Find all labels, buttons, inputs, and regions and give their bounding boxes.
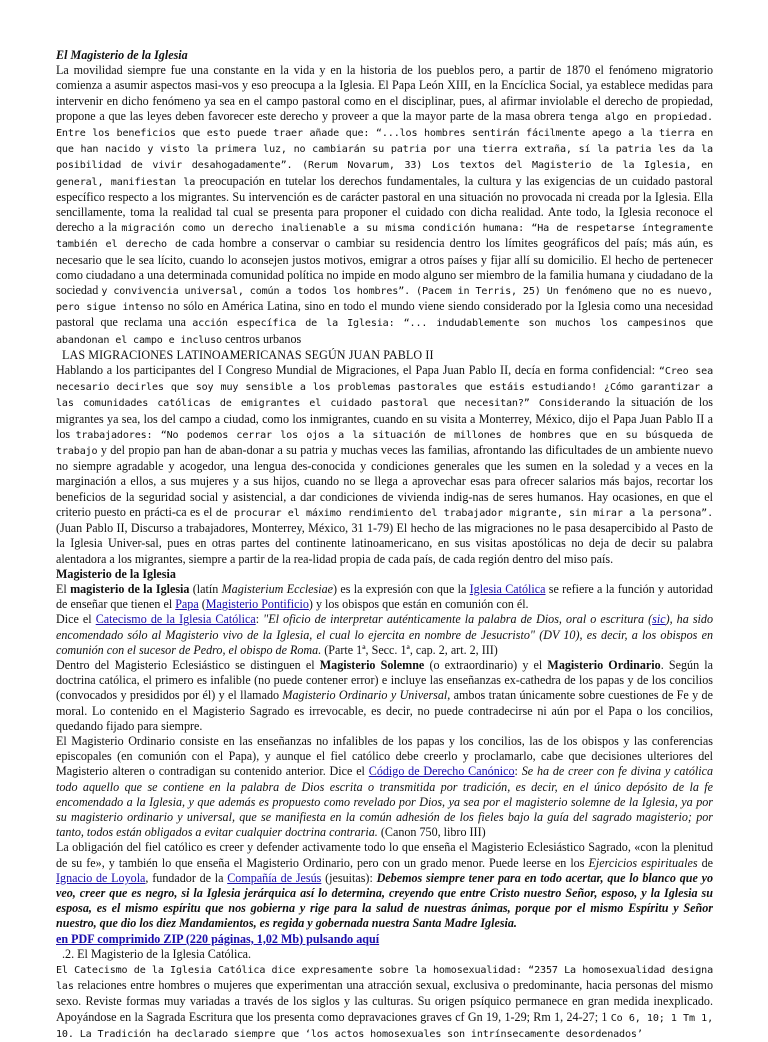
text-run: : bbox=[255, 612, 264, 627]
link-iglesia-catolica[interactable]: Iglesia Católica bbox=[469, 581, 546, 596]
link-compania-de-jesus[interactable]: Compañía de Jesús bbox=[227, 870, 322, 885]
link-codigo-derecho-canonico[interactable]: Código de Derecho Canónico bbox=[368, 764, 515, 779]
text-run: ) y los obispos que están en comunión con él. bbox=[308, 597, 529, 612]
download-line bbox=[56, 932, 713, 947]
section-heading-magisterio: El Magisterio de la Iglesia bbox=[56, 48, 188, 62]
text-run: (jesuitas): bbox=[321, 870, 377, 885]
text-run: y del propio pan han de aban-donar a su patria y muchas veces las familias, afrontando las dificultades de un ambiente nuevo no siempre agradable y acogedor, una lengua des-conocida y condiciones generales que les sumen en la soledad y a veces en la marginación a ellos, a sus mujeres y a sus hijos, cuando no se llega a aprovechar esas para ofrecer salarios más bajos, recortar los beneficios de la seguridad social y asistencial, a dar condiciones de vivienda indig-nas de seres humanos. Hay ocasiones, en que el criterio puesto en prácti-ca es el bbox=[56, 443, 713, 519]
text-run: Magisterio Ordinario bbox=[547, 657, 661, 672]
text-run: , ambos tratan únicamente sobre cuestiones de Fe y de moral. Lo contenido en el Magisterio Sagrado es irrevocable, es decir, no puede contradecirse ni aún por el Papa o los concilios, quedando fijado para siempre. bbox=[56, 688, 713, 733]
link-magisterio-pontificio[interactable]: Magisterio Pontificio bbox=[205, 597, 309, 612]
text-run: (Parte 1ª, Secc. 1ª, cap. 2, art. 2, III) bbox=[321, 642, 498, 657]
text-run: ), ha sido encomendado sólo al Magisterio vivo de la Iglesia, el cual lo ejercita en nombre de Jesucristo" (DV 10), es decir, a los obispos en comunión con el sucesor de Pedro, el obispo de Roma. bbox=[56, 612, 714, 657]
paragraph-definicion bbox=[56, 582, 713, 612]
text-run: de procurar el máximo rendimiento del trabajador migrante, sin mirar a la persona”. bbox=[215, 507, 713, 519]
text-run: trabajadores: “No podemos cerrar los ojos a la situación de millones de hombres que en su búsqueda de trabajo bbox=[56, 429, 714, 458]
text-run: Magisterio Solemne bbox=[319, 657, 425, 672]
text-run: , fundador de la bbox=[145, 870, 228, 885]
text-run: El Magisterio Ordinario consiste en las enseñanzas no infalibles de los papas y los concilios, las de los obispos y las conferencias episcopales (en comunión con el Papa), y aunque el fiel católico debe creerlo y proclamarlo, cabe que decisiones ulteriores del Magisterio alteren o contradigan su contenido anterior. Dice el bbox=[56, 733, 713, 779]
text-run: acción específica de la Iglesia: “... indudablemente son muchos los campesinos que abandonan el campo e incluso bbox=[56, 318, 713, 346]
text-run: Hablando a los participantes del I Congreso Mundial de Migraciones, el Papa Juan Pablo II, decía en forma confidencial: bbox=[56, 363, 659, 378]
text-run: “Creo sea necesario decirles que soy muy sensible a los problemas pastorales que estáis estudiando! ¿Cómo garantizar a las comunidades católicas de emigrantes el cuidado pastoral que necesitan?” Considerando bbox=[56, 366, 713, 410]
text-run: Debemos siempre tener para en todo acertar, que lo blanco que yo veo, creer que es negro, si la Iglesia jerárquica así lo determina, creyendo que entre Cristo nuestro Señor, esposo, y la Iglesia su esposa, es el mismo espíritu que nos gobierna y rige para la salud de nuestras ánimas, porque por el mismo Espíritu y Señor nuestro, que dio los diez Mandamientos, es regida y gobernada nuestra Santa Madre Iglesia. bbox=[56, 870, 713, 931]
text-run: La movilidad siempre fue una constante en la vida y en la historia de los pueblos pero, a partir de 1870 el fenómeno migratorio comienza a asumir aspectos masi-vos y eso preocupa a la Iglesia. El Papa León XIII, en la Encíclica Social, ya establece medidas para intervenir en dicho fenómeno ya sea en el campo pastoral como en el disciplinar, pues, al afirmar inviolable el derecho de propiedad, propone a que las leyes deben favorecer este derecho y proveer a que la mayor parte de la masa obrera bbox=[56, 63, 713, 123]
download-pdf-link[interactable]: en PDF comprimido ZIP (220 páginas, 1,02 Mb) pulsando aquí bbox=[56, 931, 380, 946]
text-run: (o extraordinario) y el bbox=[424, 657, 548, 672]
text-run: cada hombre a conservar o cambiar su residencia dentro los límites geográficos del país; más aún, es necesario que le sea lícito, cuando lo aconsejen justos motivos, emigrar a otros países y fijar allí su domicilio. El hecho de pertenecer como ciudadano a una determinada comunidad política no impide en modo alguno ser miembro de la familia humana y ciudadano de la sociedad bbox=[56, 236, 713, 298]
text-run: de bbox=[697, 855, 713, 870]
text-run: "El oficio de interpretar auténticamente la palabra de Dios, oral o escritura ( bbox=[263, 612, 653, 627]
text-run: . Según la doctrina católica, el primero es infalible (no puede contener error) e incluye las enseñanzas ex-cathedra de los papas y de los concilios (convocados y presididos por él) y el llamado bbox=[56, 657, 713, 703]
text-run: (latín bbox=[189, 581, 222, 596]
text-run: Magisterium Ecclesiae bbox=[221, 581, 334, 596]
link-sic[interactable]: sic bbox=[652, 612, 666, 627]
text-run: preocupación en tutelar los derechos fundamentales, la cultura y las exigencias de un cuidado pastoral específico respecto a los migrantes. Su intervención es de carácter pastoral en una situación no provocada ni creada por la Iglesia. Ella sencillamente, toma la realidad tal cual se presenta para proponer el cuidado con dicha realidad. Ante todo, la Iglesia reconoce el derecho a la bbox=[56, 173, 713, 235]
text-run: centros urbanos bbox=[221, 331, 302, 346]
paragraph-catecismo bbox=[56, 612, 713, 658]
text-run: magisterio de la Iglesia bbox=[70, 581, 190, 596]
text-run: Magisterio Ordinario y Universal bbox=[282, 688, 448, 703]
paragraph-movilidad bbox=[56, 63, 713, 348]
section-heading-iglesia-catolica: .2. El Magisterio de la Iglesia Católica. bbox=[62, 946, 252, 961]
text-run: y convivencia universal, común a todos los hombres”. (Pacem in Terris, 25) Un fenómeno que no es nuevo, pero sigue intenso bbox=[56, 286, 713, 314]
paragraph-congreso bbox=[56, 363, 713, 567]
paragraph-solemne-ordinario bbox=[56, 658, 713, 734]
text-run: se refiere a la función y autoridad de enseñar que tienen el bbox=[56, 581, 713, 612]
document-page bbox=[56, 48, 713, 1042]
section-heading-migraciones: LAS MIGRACIONES LATINOAMERICANAS SEGÚN JUAN PABLO II bbox=[62, 347, 434, 362]
text-run: Se ha de creer con fe divina y católica todo aquello que se contiene en la palabra de Dios escrita o transmitida por tradición, es decir, en el único depósito de la fe encomendado a la Iglesia, y que además es propuesto como revelado por Dios, ya sea por el magisterio solemne de la Iglesia, ya por su magisterio ordinario y universal, que se manifiesta en la común adhesión de los fieles bajo la guía del sagrado magisterio; por tanto, todos están obligados a evitar cualquier doctrina contraria. bbox=[56, 764, 713, 840]
text-run: relaciones entre hombres o mujeres que experimentan una atracción sexual, exclusiva o predominante, hacia personas del mismo sexo. Reviste formas muy variadas a través de los siglos y las culturas. Su origen psíquico permanece en gran medida inexplicado. Apoyándose en la Sagrada Escritura que los presenta como depravaciones graves cf Gn 19, 1-29; Rm 1, 24-27; 1 bbox=[56, 978, 713, 1024]
text-run: ( bbox=[198, 597, 206, 612]
text-run: (Canon 750, libro III) bbox=[377, 825, 486, 840]
text-run: migración como un derecho inalienable a su misma condición humana: “Ha de respetarse íntegramente también el derecho de bbox=[56, 223, 713, 251]
link-catecismo[interactable]: Catecismo de la Iglesia Católica bbox=[95, 612, 256, 627]
text-run: Co 6, 10; 1 Tm 1, 10. La Tradición ha declarado siempre que ‘los actos homosexuales son intrínsecamente desordenados’ bbox=[56, 1012, 713, 1040]
text-run: no sólo en América Latina, sino en todo el mundo viene siendo considerado por la Iglesia como una necesidad pastoral que reclama una bbox=[56, 299, 713, 330]
link-ignacio-de-loyola[interactable]: Ignacio de Loyola bbox=[56, 870, 146, 885]
text-run: Dice el bbox=[56, 612, 96, 627]
paragraph-homosexualidad bbox=[56, 962, 713, 1042]
text-run: (Juan Pablo II, Discurso a trabajadores, Monterrey, México, 31 1-79) El hecho de las migraciones no le pasa desapercibido al Pasto de la Iglesia Univer-sal, pues en otras partes del continente latinoamericano, en sus visitas apostólicas no deja de decir su palabra alentadora a los migrantes, siempre a partir de la rea-lidad propia de cada país, de cada región dentro del miso país. bbox=[56, 521, 713, 566]
text-run: tenga algo en propiedad. Entre los beneficios que esto puede traer añade que: “...los hombres sentirán fácilmente apego a la tierra en que han nacido y visto la primera luz, no cambiarán su patria por una tierra extraña, sí la patria les da la posibilidad de vivir desahogadamente”. (Rerum Novarum, 33) Los textos del Magisterio de la Iglesia, en general, manifiestan la bbox=[56, 111, 713, 188]
link-papa[interactable]: Papa bbox=[175, 597, 199, 612]
text-run: Ejercicios espirituales bbox=[588, 855, 698, 870]
text-run: La obligación del fiel católico es creer y defender activamente todo lo que enseña el Magisterio Eclesiástico Sagrado, «con la plenitud de su fe», y también lo que enseña el Magisterio Ordinario, pero con un grado menor. Puede leerse en los bbox=[56, 840, 713, 870]
text-run: ) es la expresión con que la bbox=[333, 581, 470, 596]
text-run: El bbox=[56, 581, 71, 596]
text-run: la situación de los migrantes ya sea, los del campo a ciudad, como los inmigrantes, cuando en su visita a Monterrey, México, dijo el Papa Juan Pablo II a los bbox=[56, 395, 714, 441]
paragraph-obligacion bbox=[56, 840, 713, 931]
text-run: Dentro del Magisterio Eclesiástico se distinguen el bbox=[56, 657, 320, 672]
section-heading-magisterio-iglesia: Magisterio de la Iglesia bbox=[56, 566, 176, 581]
text-run: El Catecismo de la Iglesia Católica dice expresamente sobre la homosexualidad: “2357 La homosexualidad designa las bbox=[56, 964, 713, 993]
paragraph-ordinario bbox=[56, 734, 713, 840]
text-run: : bbox=[514, 764, 522, 779]
